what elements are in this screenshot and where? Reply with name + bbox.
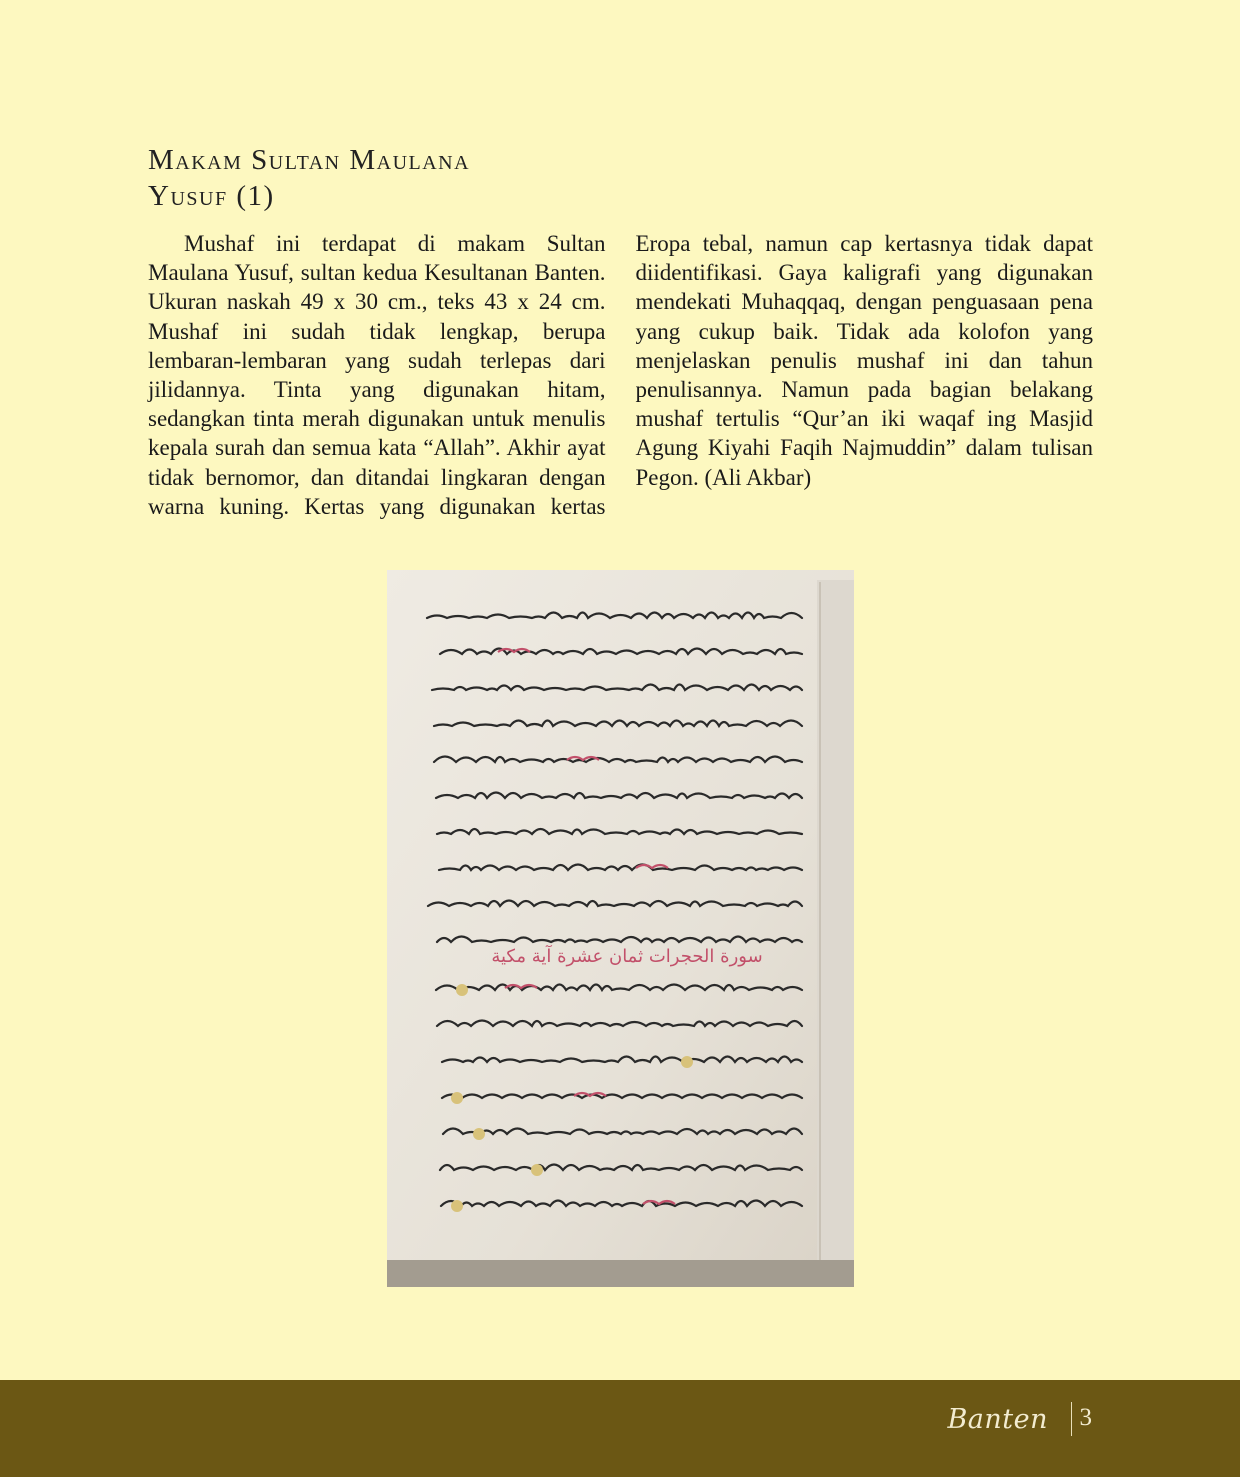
page-number: 3 bbox=[1079, 1404, 1092, 1431]
verse-marker bbox=[681, 1056, 693, 1068]
page-title bbox=[148, 142, 708, 214]
footer-separator bbox=[1071, 1402, 1072, 1436]
verse-marker bbox=[456, 984, 468, 996]
manuscript-surah-heading: سورة الحجرات ثمان عشرة آية مكية bbox=[491, 946, 763, 967]
manuscript-photo bbox=[387, 570, 854, 1287]
footer-brand: Banten bbox=[947, 1404, 1048, 1435]
verse-marker bbox=[531, 1164, 543, 1176]
verse-marker bbox=[451, 1092, 463, 1104]
body-paragraph: Mushaf ini terdapat di makam Sultan Maulana Yusuf, sultan kedua Kesultanan Banten. Ukuran naskah 49 x 30 cm., teks 43 x 24 cm. Mushaf ini sudah tidak lengkap, berupa lembaran-lembaran yang sudah terlepas dari jilidannya. Tinta yang digunakan hitam, sedangkan tinta merah digunakan untuk menulis kepala surah dan semua kata “Allah”. Akhir ayat tidak bernomor, dan ditandai lingkaran dengan warna kuning. Kertas yang digunakan kertas Eropa tebal, namun cap kertasnya tidak dapat diidentifikasi. Gaya kaligrafi yang digunakan mendekati Muhaqqaq, dengan penguasaan pena yang cukup baik. Tidak ada kolofon yang menjelaskan penulis mushaf ini dan tahun penulisannya. Namun pada bagian belakang mushaf tertulis “Qur’an iki waqaf ing Masjid Agung Kiyahi Faqih Najmuddin” dalam tulisan Pegon. (Ali Akbar) bbox=[148, 231, 1093, 519]
page-title-line-2: Yusuf (1) bbox=[148, 180, 275, 212]
verse-marker bbox=[473, 1128, 485, 1140]
page-title-line-1: Makam Sultan Maulana bbox=[148, 144, 471, 176]
verse-marker bbox=[451, 1200, 463, 1212]
body-text bbox=[148, 229, 1093, 529]
footer-bar bbox=[0, 1380, 1240, 1477]
